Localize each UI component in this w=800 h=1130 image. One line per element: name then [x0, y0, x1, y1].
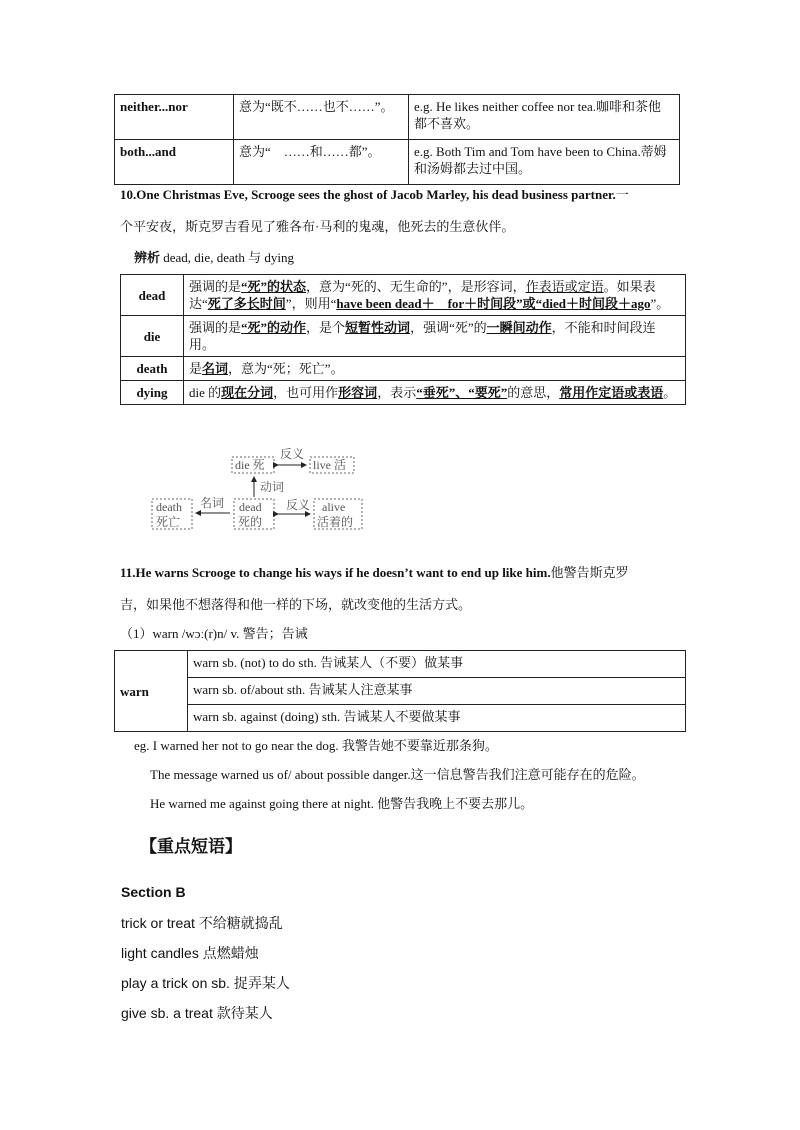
row-content — [184, 275, 686, 316]
example-cell: e.g. Both Tim and Tom have been to China.蒂姆和汤姆都去过中国。 — [409, 140, 680, 185]
key-term: 常用作定语或表语 — [559, 385, 664, 400]
phrase-item: trick or treat 不给糖就捣乱 — [121, 915, 283, 931]
key-term: 名词 — [202, 361, 229, 376]
example-sentence: eg. I warned her not to go near the dog. 我警告她不要靠近那条狗。 — [134, 738, 498, 753]
text-span: ”，则用“ — [285, 296, 337, 311]
row-label: dead — [121, 275, 184, 316]
antonym-label-top: 反义 — [280, 447, 305, 461]
row-label: warn — [115, 651, 188, 732]
key-term: 形容词 — [338, 385, 378, 400]
key-term: “死”的动作 — [241, 320, 307, 335]
text-span: ”。 — [650, 296, 670, 311]
usage-cell: warn sb. against (doing) sth. 告诫某人不要做某事 — [188, 705, 686, 732]
bianxi-label: 辨析 — [134, 250, 161, 265]
dead-die-table — [120, 274, 686, 405]
key-term: 现在分词 — [221, 385, 274, 400]
antonym-label-bottom: 反义 — [286, 498, 311, 512]
usage-cell: warn sb. (not) to do sth. 告诫某人（不要）做某事 — [188, 651, 686, 678]
example-sentence: The message warned us of/ about possible danger.这一信息警告我们注意可能存在的危险。 — [150, 767, 645, 782]
term-cell: both...and — [115, 140, 234, 185]
item10-chinese: 个平安夜，斯克罗吉看见了雅各布·马利的鬼魂，他死去的生意伙伴。 — [120, 219, 515, 234]
row-label: death — [121, 357, 184, 381]
conjunction-table — [114, 94, 680, 185]
warn-usage-table — [114, 650, 686, 732]
example-cell: e.g. He likes neither coffee nor tea.咖啡和茶他都不喜欢。 — [409, 95, 680, 140]
table-row — [121, 316, 686, 357]
text-span: ，表示 — [377, 385, 417, 400]
item10-chinese-start: 一 — [615, 187, 629, 202]
item11-english: 11.He warns Scrooge to change his ways if he doesn’t want to end up like him. — [120, 565, 551, 580]
key-term: 短暂性动词 — [345, 320, 411, 335]
dead-english: dead — [239, 500, 262, 514]
text-span: 强调的是 — [189, 320, 242, 335]
key-term: have been dead＋ for＋时间段”或“died＋时间段＋ago — [336, 296, 651, 311]
usage-cell: warn sb. of/about sth. 告诫某人注意某事 — [188, 678, 686, 705]
death-english: death — [156, 500, 182, 514]
table-row — [115, 140, 680, 185]
section-header: 【重点短语】 — [140, 837, 242, 857]
text-span: 是 — [189, 361, 203, 376]
row-content — [184, 316, 686, 357]
dead-chinese: 死的 — [238, 515, 263, 529]
key-term: “死”的状态 — [241, 279, 307, 294]
text-span: 。如果表达“ — [189, 279, 656, 311]
bianxi-text: dead, die, death 与 dying — [160, 250, 294, 265]
term-cell: neither...nor — [115, 95, 234, 140]
warn-definition: （1）warn /wɔː(r)n/ v. 警告；告诫 — [120, 626, 308, 641]
table-row — [115, 678, 686, 705]
text-span: die 的 — [189, 385, 222, 400]
alive-chinese: 活着的 — [317, 515, 354, 529]
key-term: 作表语或定语 — [525, 279, 604, 294]
text-span: ，也可用作 — [273, 385, 339, 400]
table-row — [121, 357, 686, 381]
phrase-item: give sb. a treat 款待某人 — [121, 1005, 273, 1021]
text-span: 。 — [663, 385, 677, 400]
row-content — [184, 381, 686, 405]
text-span: ，意为“死的、无生命的”，是形容词， — [306, 279, 526, 294]
phrase-item: light candles 点燃蜡烛 — [121, 945, 259, 961]
row-label: dying — [121, 381, 184, 405]
key-term: 死了多长时间 — [207, 296, 286, 311]
table-row — [121, 381, 686, 405]
table-row — [115, 651, 686, 678]
key-term: 一瞬间动作 — [486, 320, 552, 335]
text-span: 的意思， — [507, 385, 560, 400]
section-title: Section B — [121, 884, 186, 900]
meaning-cell: 意为“既不……也不……”。 — [234, 95, 409, 140]
bianxi-line — [134, 249, 294, 266]
row-label: die — [121, 316, 184, 357]
verb-label: 动词 — [260, 480, 285, 494]
row-content — [184, 357, 686, 381]
die-label: die 死 — [235, 458, 265, 472]
noun-label: 名词 — [200, 496, 225, 510]
live-label: live 活 — [313, 458, 346, 472]
text-span: ，不能和时间段连用。 — [189, 320, 656, 352]
word-relation-diagram — [118, 447, 398, 537]
phrase-item: play a trick on sb. 捉弄某人 — [121, 975, 290, 991]
meaning-cell: 意为“ ……和……都”。 — [234, 140, 409, 185]
text-span: ，是个 — [306, 320, 346, 335]
item11-line1 — [120, 564, 680, 581]
text-span: ，强调“死”的 — [410, 320, 487, 335]
table-row — [115, 95, 680, 140]
item11-chinese: 吉，如果他不想落得和他一样的下场，就改变他的生活方式。 — [120, 597, 472, 612]
example-sentence: He warned me against going there at night. 他警告我晚上不要去那儿。 — [150, 796, 534, 811]
death-chinese: 死亡 — [156, 515, 181, 529]
key-term: “垂死”、“要死” — [416, 385, 508, 400]
table-row — [121, 275, 686, 316]
text-span: ，意为“死；死亡”。 — [228, 361, 344, 376]
item11-chinese-start: 他警告斯克罗 — [550, 565, 629, 580]
item10-line1 — [120, 186, 680, 203]
text-span: 强调的是 — [189, 279, 242, 294]
alive-english: alive — [322, 500, 346, 514]
item10-english: 10.One Christmas Eve, Scrooge sees the ghost of Jacob Marley, his dead business partner. — [120, 187, 616, 202]
table-row — [115, 705, 686, 732]
